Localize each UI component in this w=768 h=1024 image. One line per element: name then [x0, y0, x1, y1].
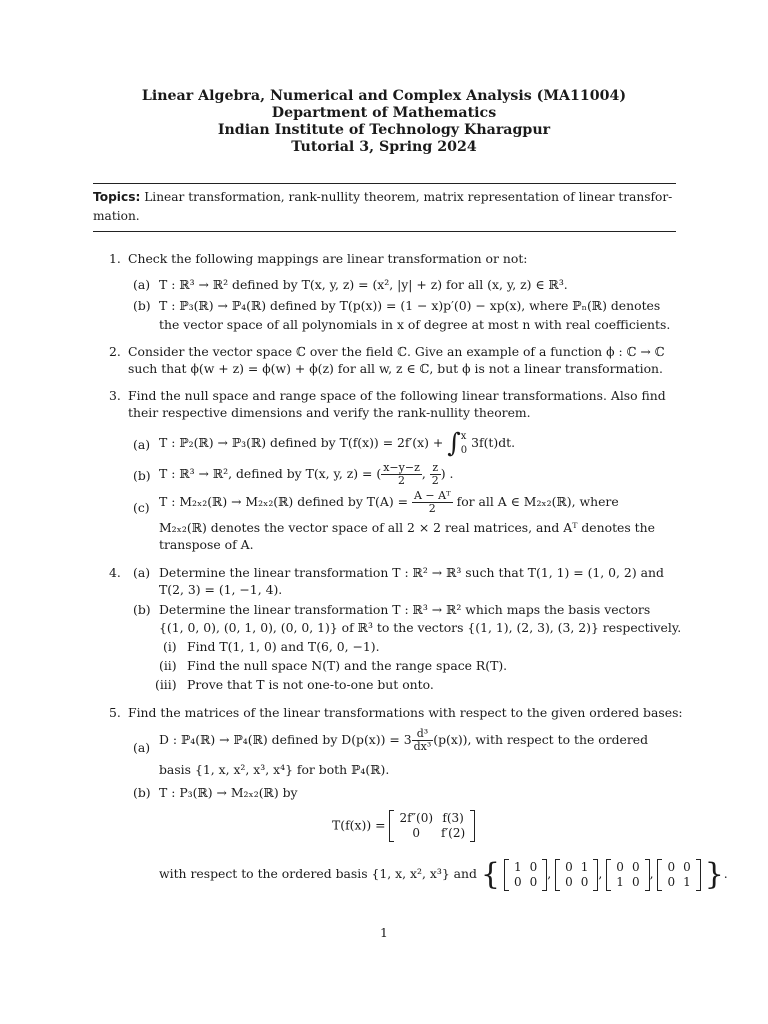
q5b-basis-line: with respect to the ordered basis {1, x, x², x³} and { 1 0 0 0 , 0 1 0 0 , 0 0 1 0 , 0 0 0 1 }.	[159, 857, 728, 892]
q4a-label: (a)	[133, 565, 151, 580]
q5b-eq-m21: 0	[412, 826, 421, 840]
q1a-label: (a)	[133, 277, 151, 292]
basis-m3-d: 0	[631, 874, 640, 889]
q3b-frac1-num: x−y−z	[383, 461, 420, 474]
basis-m4-c: 0	[667, 874, 676, 889]
q4bi-label: (i)	[163, 639, 177, 654]
integral-sign: ∫	[447, 428, 461, 459]
q4biii-text: Prove that T is not one-to-one but onto.	[187, 677, 434, 692]
basis-m4-b: 0	[683, 859, 691, 874]
q5b-eq-m22: f′(2)	[441, 826, 466, 840]
q3-line1: Find the null space and range space of the following linear transformations. Also find	[128, 388, 666, 403]
q3c-frac-den: 2	[428, 502, 436, 515]
topics-text: Linear transformation, rank-nullity theorem, matrix representation of linear transfor-mation.	[93, 190, 673, 223]
q5a-frac-den: dx³	[413, 740, 432, 753]
q3c-frac-num: A − Aᵀ	[413, 489, 451, 502]
q5-stem: Find the matrices of the linear transformations with respect to the given ordered bases:	[128, 705, 683, 720]
q5a-line2: basis {1, x, x², x³, x⁴} for both ℙ₄(ℝ).	[159, 762, 390, 777]
right-brace: }	[704, 857, 724, 892]
basis-matrix-2	[555, 859, 598, 891]
q3b-frac1-den: 2	[398, 474, 406, 487]
q3c-line2: M₂ₓ₂(ℝ) denotes the vector space of all 2 × 2 real matrices, and Aᵀ denotes the	[159, 520, 655, 535]
q3b-frac2-den: 2	[431, 474, 439, 487]
left-brace: {	[480, 857, 500, 892]
q4bii-label: (ii)	[159, 658, 177, 673]
q3c-line1	[159, 490, 619, 515]
q1a-text: T : ℝ³ → ℝ² defined by T(x, y, z) = (x², |y| + z) for all (x, y, z) ∈ ℝ³.	[159, 277, 568, 292]
q5a-line1	[159, 728, 648, 753]
basis-m2-d: 0	[580, 874, 589, 889]
topics-block	[93, 188, 676, 226]
q4b-label: (b)	[133, 602, 151, 617]
q3c-post: for all A ∈ M₂ₓ₂(ℝ), where	[456, 494, 619, 509]
basis-m1-d: 0	[529, 874, 538, 889]
q5b-eq-lhs: T(f(x)) =	[332, 817, 386, 833]
tutorial-title: Tutorial 3, Spring 2024	[291, 139, 477, 155]
q2-number: 2.	[109, 344, 121, 359]
q2-line1: Consider the vector space ℂ over the field ℂ. Give an example of a function ϕ : ℂ → ℂ	[128, 344, 665, 359]
q4biii-label: (iii)	[155, 677, 177, 692]
course-title: Linear Algebra, Numerical and Complex Analysis (MA11004)	[141, 88, 627, 104]
q4-number: 4.	[109, 565, 121, 580]
q1-number: 1.	[109, 251, 121, 266]
q5b-basis-text: with respect to the ordered basis {1, x, x², x³} and	[159, 866, 477, 881]
q1b-label: (b)	[133, 298, 151, 313]
q3a-upper-limit: x	[460, 430, 467, 442]
q1b-line2: the vector space of all polynomials in x of degree at most n with real coefficients.	[159, 317, 671, 332]
bottom-rule	[93, 231, 676, 232]
basis-m4-d: 1	[683, 874, 691, 889]
q3-line2: their respective dimensions and verify the rank-nullity theorem.	[128, 405, 531, 420]
q5b-label: (b)	[133, 785, 151, 800]
q5b-text: T : P₃(ℝ) → M₂ₓ₂(ℝ) by	[159, 785, 298, 800]
q3b-pre: T : ℝ³ → ℝ², defined by T(x, y, z) = (	[159, 466, 382, 481]
q3b-label: (b)	[133, 468, 151, 483]
q5b-eq-matrix	[389, 810, 475, 842]
q3a-text	[159, 424, 515, 463]
q3a-post: 3f(t)dt.	[471, 435, 516, 450]
top-rule	[93, 183, 676, 184]
q3b-frac2-num: z	[430, 462, 441, 475]
q1-stem: Check the following mappings are linear transformation or not:	[128, 251, 528, 266]
q4b-line2: {(1, 0, 0), (0, 1, 0), (0, 0, 1)} of ℝ³ to the vectors {(1, 1), (2, 3), (3, 2)} respectively.	[159, 620, 682, 635]
institute-title: Indian Institute of Technology Kharagpur	[217, 122, 551, 138]
q3c-pre: T : M₂ₓ₂(ℝ) → M₂ₓ₂(ℝ) defined by T(A) =	[159, 494, 408, 509]
q3c-label: (c)	[133, 500, 150, 515]
q3b-post: ) .	[440, 466, 454, 481]
topics-label: Topics:	[93, 190, 141, 204]
basis-m4-a: 0	[667, 859, 676, 874]
basis-m1-c: 0	[513, 874, 522, 889]
department-title: Department of Mathematics	[271, 105, 497, 121]
q3a-lower-limit: 0	[460, 444, 468, 456]
q4bii-text: Find the null space N(T) and the range space R(T).	[187, 658, 508, 673]
q4b-line1: Determine the linear transformation T : ℝ³ → ℝ² which maps the basis vectors	[159, 602, 651, 617]
basis-m1-a: 1	[513, 859, 522, 874]
q4a-line2: T(2, 3) = (1, −1, 4).	[159, 582, 283, 597]
q5a-frac-num: d³	[412, 728, 434, 741]
q3c-line3: transpose of A.	[159, 537, 254, 552]
page-number: 1	[380, 925, 388, 940]
basis-m3-a: 0	[616, 859, 624, 874]
basis-m2-a: 0	[565, 859, 573, 874]
q3-number: 3.	[109, 388, 121, 403]
q5b-equation	[332, 810, 475, 842]
basis-m2-c: 0	[565, 874, 573, 889]
q5b-basis-end: .	[723, 866, 728, 881]
q3a-label: (a)	[133, 437, 151, 452]
basis-m3-c: 1	[616, 874, 624, 889]
q4a-line1: Determine the linear transformation T : ℝ² → ℝ³ such that T(1, 1) = (1, 0, 2) and	[159, 565, 664, 580]
basis-m2-b: 1	[580, 859, 589, 874]
basis-matrix-3	[606, 859, 649, 891]
q1b-line1: T : ℙ₃(ℝ) → ℙ₄(ℝ) defined by T(p(x)) = (1 − x)p′(0) − xp(x), where ℙₙ(ℝ) denotes	[159, 298, 661, 313]
q5a-post: (p(x)), with respect to the ordered	[433, 732, 649, 747]
q4bi-text: Find T(1, 1, 0) and T(6, 0, −1).	[187, 639, 380, 654]
basis-matrix-4	[657, 859, 700, 891]
basis-m3-b: 0	[631, 859, 640, 874]
basis-m1-b: 0	[529, 859, 538, 874]
q5-number: 5.	[109, 705, 121, 720]
q5a-pre: D : ℙ₄(ℝ) → ℙ₄(ℝ) defined by D(p(x)) = 3	[159, 732, 412, 747]
q5b-eq-m12: f(3)	[442, 811, 464, 825]
q3b-text: T : ℝ³ → ℝ², defined by T(x, y, z) = ( $\frac{x-y-z}{2}$ , $\frac{z}{2}$ ) .	[159, 461, 454, 487]
q2-line2: such that ϕ(w + z) = ϕ(w) + ϕ(z) for all w, z ∈ ℂ, but ϕ is not a linear transformation.	[128, 361, 663, 376]
q3a-pre: T : ℙ₂(ℝ) → ℙ₃(ℝ) defined by T(f(x)) = 2f′(x) +	[159, 435, 444, 450]
q5a-label: (a)	[133, 740, 151, 755]
basis-matrix-1	[504, 859, 547, 891]
q5b-eq-m11: 2f″(0)	[399, 811, 434, 825]
